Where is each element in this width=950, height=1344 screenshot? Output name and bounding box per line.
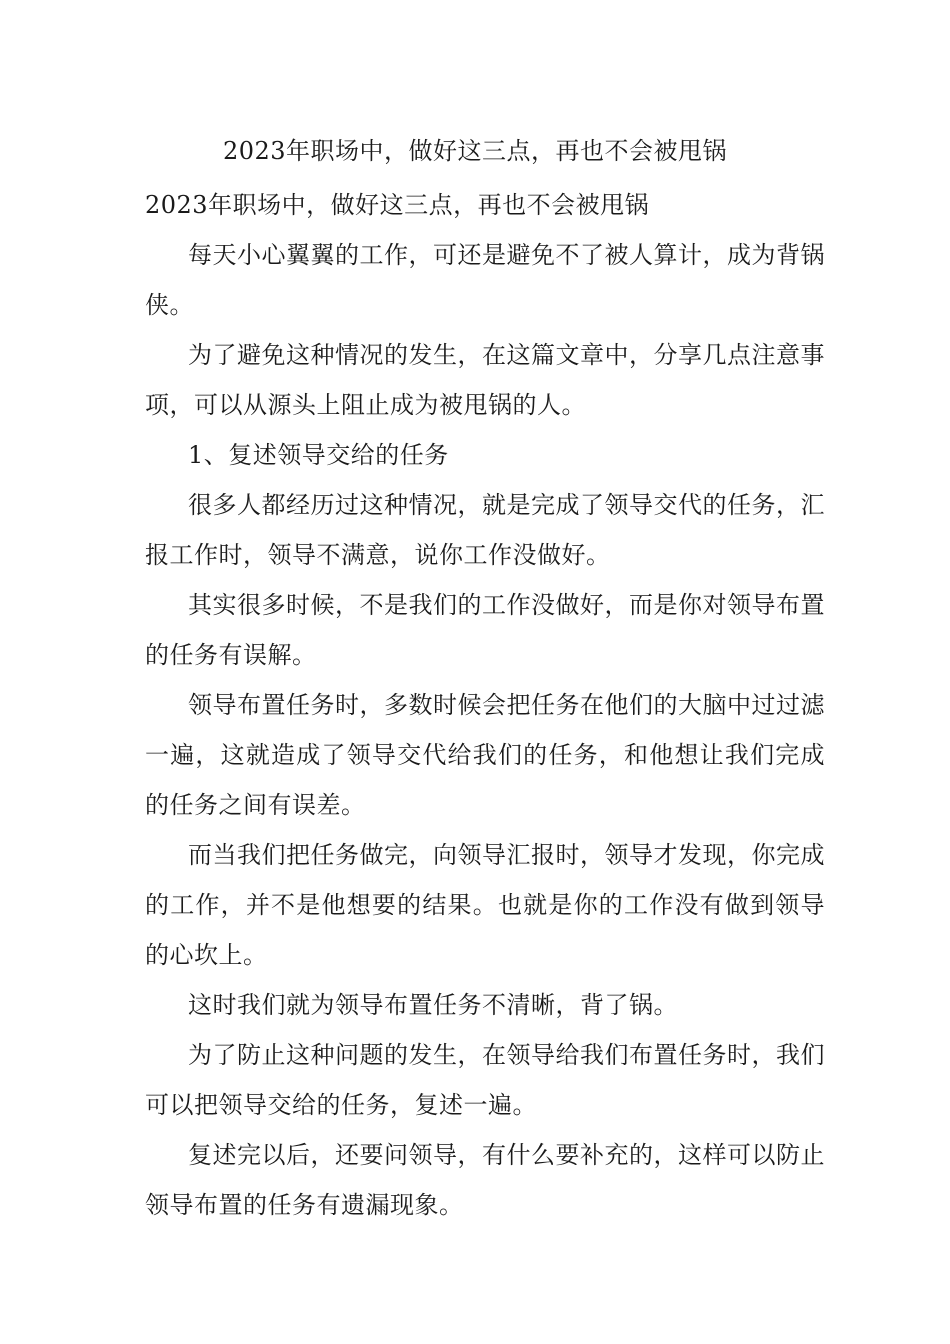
body-paragraph: 为了防止这种问题的发生，在领导给我们布置任务时，我们可以把领导交给的任务，复述一遍。 xyxy=(145,1041,825,1119)
body-paragraph: 很多人都经历过这种情况，就是完成了领导交代的任务，汇报工作时，领导不满意，说你工作没做好。 xyxy=(145,491,825,569)
body-paragraph: 而当我们把任务做完，向领导汇报时，领导才发现，你完成的工作，并不是他想要的结果。也就是你的工作没有做到领导的心坎上。 xyxy=(145,841,825,969)
document-body xyxy=(145,180,825,1230)
body-paragraph: 这时我们就为领导布置任务不清晰，背了锅。 xyxy=(188,991,678,1019)
body-paragraph: 其实很多时候，不是我们的工作没做好，而是你对领导布置的任务有误解。 xyxy=(145,591,825,669)
body-paragraph: 领导布置任务时，多数时候会把任务在他们的大脑中过过滤一遍，这就造成了领导交代给我们的任务，和他想让我们完成的任务之间有误差。 xyxy=(145,691,825,819)
body-paragraph: 复述完以后，还要问领导，有什么要补充的，这样可以防止领导布置的任务有遗漏现象。 xyxy=(145,1141,825,1219)
document-title: 2023年职场中，做好这三点，再也不会被甩锅 xyxy=(222,137,728,165)
body-paragraph: 为了避免这种情况的发生，在这篇文章中，分享几点注意事项，可以从源头上阻止成为被甩锅的人。 xyxy=(145,341,825,419)
body-paragraph: 1、复述领导交给的任务 xyxy=(188,441,449,469)
body-paragraph: 每天小心翼翼的工作，可还是避免不了被人算计，成为背锅侠。 xyxy=(145,241,825,319)
subtitle-paragraph: 2023年职场中，做好这三点，再也不会被甩锅 xyxy=(145,191,650,219)
